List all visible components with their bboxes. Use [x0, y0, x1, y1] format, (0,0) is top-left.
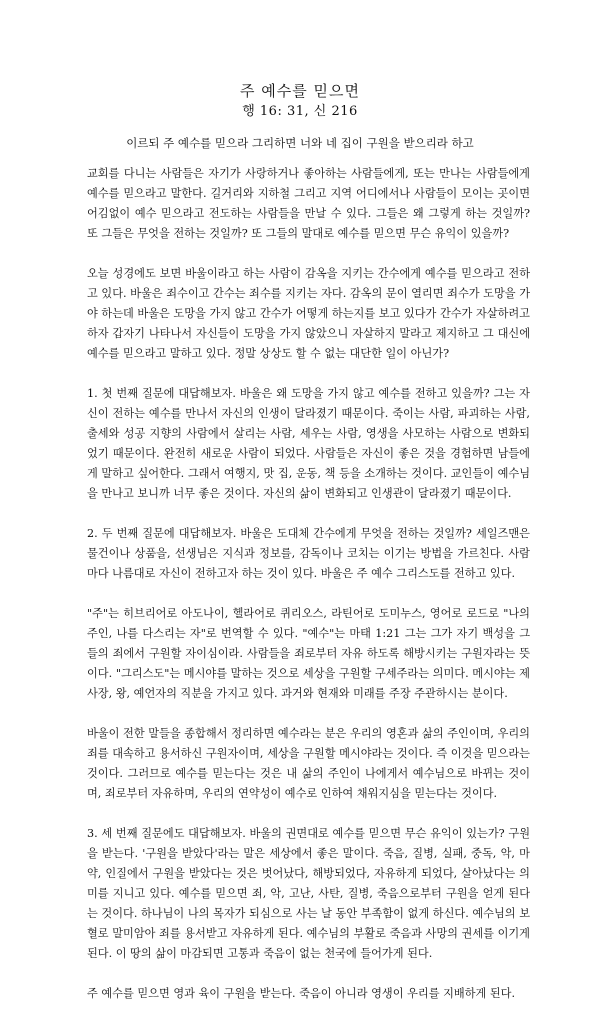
paragraph-definitions: "주"는 히브리어로 아도나이, 헬라어로 퀴리오스, 라틴어로 도미누스, 영어로 로드로 "나의 주인, 나를 다스리는 자"로 번역할 수 있다. "예수"는 마태 1:21 그는 그가 자기 백성을 그들의 죄에서 구원할 자이심이라. 사람들을 죄로부터 자유 하도록 해방시키는 구원자라는 뜻이다. "그리스도"는 메시야를 말하는 것으로 세상을 구원할 구세주라는 의미다. 메시야는 제사장, 왕, 예언자의 직분을 가지고 있다. 과거와 현재와 미래를 주장 주관하시는 분이다. — [87, 607, 530, 700]
page-title: 주 예수를 믿으면 — [240, 82, 360, 100]
paragraph-conclusion: 주 예수를 믿으면 영과 육이 구원을 받는다. 죽음이 아니라 영생이 우리를 지배하게 된다. — [87, 987, 516, 1000]
key-verse: 이르되 주 예수를 믿으라 그리하면 너와 네 집이 구원을 받으리라 하고 — [126, 136, 474, 150]
paragraph-point-1: 1. 첫 번째 질문에 대답해보자. 바울은 왜 도망을 가지 않고 예수를 전하고 있을까? 그는 자신이 전하는 예수를 만나서 자신의 인생이 달라졌기 때문이다. 죽이는 사람, 파괴하는 사람, 출세와 성공 지향의 사람에서 살리는 사람, 세우는 사람, 영생을 사모하는 사람으로 변화되었기 때문이다. 완전히 새로운 사람이 되었다. 사람들은 자신이 좋은 것을 경험하면 남들에게 말하고 싶어한다. 그래서 여행지, 맛 집, 운동, 책 등을 소개하는 것이다. 교인들이 예수님을 만나고 보니까 너무 좋은 것이다. 자신의 삶이 변화되고 인생관이 달라졌기 때문이다. — [87, 387, 530, 500]
paragraph-point-3: 3. 세 번째 질문에도 대답해보자. 바울의 권면대로 예수를 믿으면 무슨 유익이 있는가? 구원을 받는다. '구원을 받았다'라는 말은 세상에서 좋은 말이다. 죽음, 질병, 실패, 중독, 악, 마약, 인질에서 구원을 받았다는 것은 벗어났다, 해방되었다, 자유하게 되었다, 살아났다는 의미를 지니고 있다. 예수를 믿으면 죄, 악, 고난, 사탄, 질병, 죽음으로부터 구원을 얻게 된다는 것이다. 하나님이 나의 목자가 되심으로 사는 날 동안 부족함이 없게 하신다. 예수님의 보혈로 말미암아 죄를 용서받고 자유하게 된다. 예수님의 부활로 죽음과 사망의 권세를 이기게 된다. 이 땅의 삶이 마감되면 고통과 죽음이 없는 천국에 들어가게 된다. — [87, 827, 530, 960]
paragraph-context: 오늘 성경에도 보면 바울이라고 하는 사람이 감옥을 지키는 간수에게 예수를 믿으라고 전하고 있다. 바울은 죄수이고 간수는 죄수를 지키는 자다. 감옥의 문이 열리면 죄수가 도망을 가야 하는데 바울은 도망을 가지 않고 간수가 어떻게 하는지를 보고 있다가 간수가 자살하려고 하자 갑자기 나타나서 자신들이 도망을 가지 않았으니 자살하지 말라고 제지하고 그 대신에 예수를 믿으라고 말하고 있다. 정말 상상도 할 수 없는 대단한 일이 아닌가? — [87, 267, 530, 360]
paragraph-summary: 바울이 전한 말들을 종합해서 정리하면 예수라는 분은 우리의 영혼과 삶의 주인이며, 우리의 죄를 대속하고 용서하신 구원자이며, 세상을 구원할 메시야라는 것이다. 즉 이것을 믿으라는 것이다. 그러므로 예수를 믿는다는 것은 내 삶의 주인이 나에게서 예수님으로 바뀌는 것이며, 죄로부터 자유하며, 우리의 연약성이 예수로 인하여 채워지심을 믿는다는 것이다. — [87, 727, 530, 800]
paragraph-point-2: 2. 두 번째 질문에 대답해보자. 바울은 도대체 간수에게 무엇을 전하는 것일까? 세일즈맨은 물건이나 상품을, 선생님은 지식과 정보를, 감독이나 코치는 이기는 방법을 가르친다. 사람마다 나름대로 자신이 전하고자 하는 것이 있다. 바울은 주 예수 그리스도를 전하고 있다. — [87, 527, 530, 580]
scripture-reference: 행 16: 31, 신 216 — [242, 104, 358, 119]
paragraph-intro: 교회를 다니는 사람들은 자기가 사랑하거나 좋아하는 사람들에게, 또는 만나는 사람들에게 예수를 믿으라고 말한다. 길거리와 지하철 그리고 지역 어디에서나 사람들이 모이는 곳이면 어김없이 예수 믿으라고 전도하는 사람들을 만날 수 있다. 그들은 왜 그렇게 하는 것일까? 또 그들은 무엇을 전하는 것일까? 또 그들의 말대로 예수를 믿으면 무슨 유익이 있을까? — [87, 167, 530, 240]
sermon-body — [87, 164, 530, 1024]
